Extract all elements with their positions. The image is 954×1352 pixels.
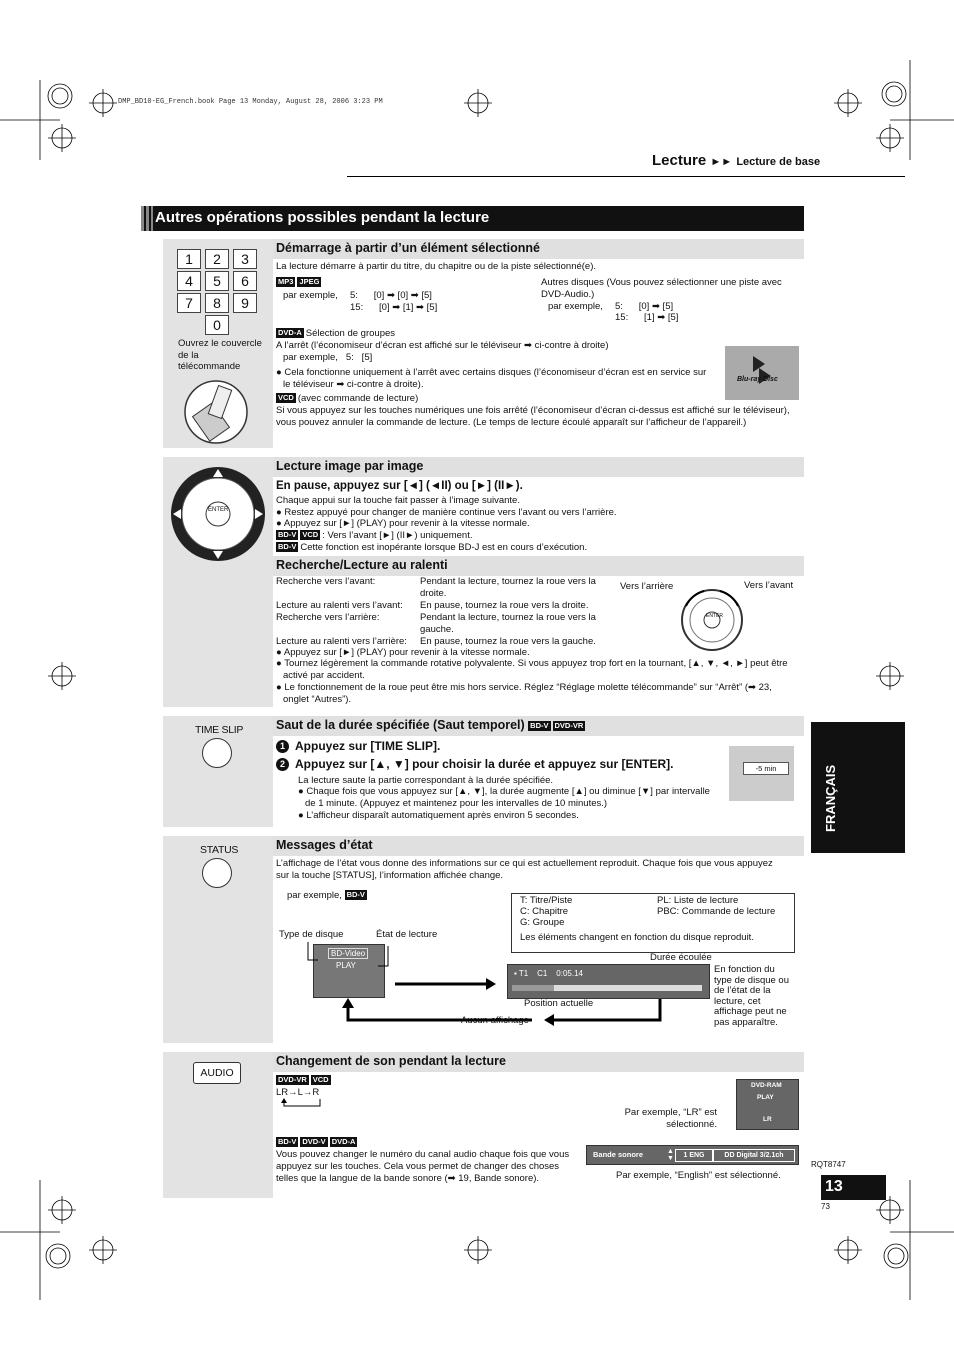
small-jog-enter: ENTER — [706, 613, 723, 619]
bar-c: C1 — [537, 969, 548, 978]
key-2: 2 — [205, 249, 229, 269]
ex2-label: par exemple, — [548, 301, 603, 312]
status-side-note: En fonction du type de disque ou de l’état de la lecture, cet affichage peut ne pas apparaître. — [714, 964, 790, 1028]
slow-b1: ● Appuyez sur [►] (PLAY) pour revenir à la vitesse normale. — [276, 647, 530, 658]
timeslip-b2: ● L’afficheur disparaît automatiquement après environ 5 secondes. — [298, 810, 579, 821]
key-4: 4 — [177, 271, 201, 291]
etat-label: État de lecture — [376, 929, 438, 940]
groups-ex: par exemple, 5: [5] — [283, 352, 373, 363]
slow-b2-text: Tournez légèrement la commande rotative polyvalente. Si vous appuyez trop fort en la tournant, [▲, ▼, ◄, ►] peut être activé par accident. — [283, 658, 788, 681]
key-5: 5 — [205, 271, 229, 291]
demarrage-intro: La lecture démarre à partir du titre, du chapitre ou de la piste sélectionné(e). — [276, 261, 597, 272]
demarrage-title: Démarrage à partir d’un élément sélectionné — [273, 239, 804, 259]
none-label: Aucun affichage — [461, 1015, 529, 1026]
timeslip-title: Saut de la durée spécifiée (Saut temporel) — [276, 718, 525, 732]
audio-cycle: LR→L→R — [276, 1087, 320, 1098]
legend-g: G: Groupe — [520, 917, 565, 928]
section-title: Autres opérations possibles pendant la lecture — [155, 209, 490, 226]
ex2-b: 15: [1] ➡ [5] — [615, 312, 679, 323]
screen1-disc: BD-Video — [328, 948, 368, 959]
timeslip-screen — [729, 746, 794, 801]
audio-screen — [736, 1079, 799, 1130]
bar-time: 0:05.14 — [556, 969, 583, 978]
key-8: 8 — [205, 293, 229, 313]
timeslip-left-panel — [163, 716, 273, 827]
jog-enter-label: ENTER — [208, 507, 229, 513]
slow-row-3-key: Recherche vers l’arrière: — [276, 612, 380, 623]
timeslip-button-label: TIME SLIP — [195, 724, 244, 736]
demarrage-left-panel — [163, 239, 273, 448]
slow-row-3 — [276, 612, 616, 636]
timeslip-step1-text: Appuyez sur [TIME SLIP]. — [295, 739, 441, 753]
tag-bdv-2: BD-V — [278, 542, 297, 552]
status-button-label: STATUS — [200, 844, 239, 856]
audio-left-panel — [163, 1052, 273, 1198]
timeslip-b1: ● Chaque fois que vous appuyez sur [▲, ▼], la durée augmente [▲] ou diminue [▼] par intervalle de 1 minute. (Appuyez et maintenez pour les intervalles de 10 minutes.) — [298, 786, 710, 809]
slow-row-1-val: Pendant la lecture, tournez la roue vers la droite. — [420, 576, 596, 599]
soundtrack-label: Bande sonore — [593, 1150, 644, 1159]
sub-page-number: 73 — [821, 1202, 830, 1211]
file-header: DMP_BD10-EG_French.book Page 13 Monday, August 28, 2006 3:23 PM — [118, 98, 383, 106]
vcd-text: Si vous appuyez sur les touches numériques une fois arrêté (l’économiseur d’écran ci-dessus est affiché sur le téléviseur), vous pouvez annuler la commande de lecture. (Le temps de lecture écoulé apparaît sur l’afficheur de l’appareil.) — [276, 405, 790, 428]
remote-cover-icon — [183, 379, 249, 445]
soundtrack-bar — [586, 1145, 799, 1165]
type-disc-label: Type de disque — [279, 929, 344, 940]
key-3: 3 — [233, 249, 257, 269]
groups-line — [276, 328, 395, 340]
timeslip-title-bar — [273, 716, 804, 736]
tag-bdv-3: BD-V — [530, 720, 549, 730]
slow-row-1 — [276, 576, 616, 600]
back-label: Vers l’arrière — [620, 581, 674, 592]
slow-row-2-key: Lecture au ralenti vers l’avant: — [276, 600, 403, 611]
status-text: L’affichage de l’état vous donne des informations sur ce qui est actuellement reproduit. Chaque fois que vous appuyez sur la touche [STATUS], l’information affichée change. — [276, 858, 773, 881]
step-2-marker: 2 — [276, 758, 289, 771]
soundtrack-digital: DD Digital 3/2.1ch — [713, 1149, 795, 1162]
tag-vcd-3: VCD — [312, 1075, 329, 1085]
page-header — [652, 152, 820, 169]
section-title-bar — [141, 206, 804, 231]
ex1-b: 15: [0] ➡ [1] ➡ [5] — [350, 302, 438, 313]
slow-b2: ● Tournez légèrement la commande rotative polyvalente. Si vous appuyez trop fort en la tournant, [▲, ▼, ◄, ►] peut être activé par accident. — [276, 658, 788, 681]
bar-t: T1 — [518, 969, 529, 978]
tag-bdv: BD-V — [278, 530, 297, 540]
audio-screen-lr: LR — [763, 1116, 772, 1123]
jog-dial-icon — [169, 465, 267, 563]
timeslip-step2-text: Appuyez sur [▲, ▼] pour choisir la durée et appuyez sur [ENTER]. — [295, 757, 674, 771]
tag-mp3: MP3 — [278, 277, 294, 287]
header-rule — [347, 176, 905, 177]
tag-dvda: DVD-A — [278, 328, 302, 338]
slow-rows — [276, 576, 616, 648]
frame-l3-text: : Vers l’avant [►] (II►) uniquement. — [322, 530, 473, 541]
soundtrack-arrows-icon: ▲ ▼ — [667, 1148, 674, 1162]
tag-jpeg: JPEG — [299, 277, 320, 287]
status-screen-2 — [507, 964, 710, 999]
legend-t: T: Titre/Piste — [520, 895, 573, 906]
header-arrows: ►► — [710, 156, 733, 168]
fwd-label: Vers l’avant — [744, 580, 794, 591]
bluray-logo-text: Blu-ray Disc — [737, 376, 778, 383]
timeslip-b2-text: L’afficheur disparaît automatiquement après environ 5 secondes. — [306, 810, 579, 821]
slow-title: Recherche/Lecture au ralenti — [273, 556, 804, 576]
other-discs: Autres disques (Vous pouvez sélectionner une piste avec DVD-Audio.) — [541, 277, 782, 300]
demarrage-tags1 — [276, 277, 323, 289]
tag-dvdv: DVD-V — [302, 1137, 326, 1147]
vcd-head: (avec commande de lecture) — [297, 393, 419, 404]
key-0: 0 — [205, 315, 229, 335]
timeslip-step2 — [276, 757, 673, 771]
groups-bullet: ● Cela fonctionne uniquement à l’arrêt avec certains disques (l’économiseur d’écran est en service sur le téléviseur ➡ ci-contre à droite). — [276, 367, 707, 390]
frame-title: Lecture image par image — [273, 457, 804, 477]
audio-ex-eng: Par exemple, “English” est sélectionné. — [616, 1170, 781, 1181]
key-9: 9 — [233, 293, 257, 313]
frame-l4-text: Cette fonction est inopérante lorsque BD-J est en cours d’exécution. — [300, 542, 588, 553]
timeslip-display: -5 min — [743, 762, 789, 775]
tag-dvda-2: DVD-A — [331, 1137, 356, 1147]
ex2-a: 5: [0] ➡ [5] — [615, 301, 674, 312]
status-ex-label: par exemple, — [287, 890, 342, 901]
status-example — [287, 890, 369, 902]
slow-b1-text: Appuyez sur [►] (PLAY) pour revenir à la vitesse normale. — [283, 647, 530, 658]
progress-fill — [512, 985, 554, 991]
slow-row-4-val: En pause, tournez la roue vers la gauche. — [420, 636, 596, 647]
audio-screen-play: PLAY — [757, 1094, 774, 1101]
tag-vcd-2: VCD — [302, 530, 319, 540]
frame-l3 — [276, 530, 472, 542]
header-subtitle: Lecture de base — [736, 156, 821, 168]
small-jog-dial-icon — [680, 588, 744, 652]
frame-b2: ● Appuyez sur [►] (PLAY) pour revenir à la vitesse normale. — [276, 518, 530, 529]
frame-b2-text: Appuyez sur [►] (PLAY) pour revenir à la vitesse normale. — [283, 518, 530, 529]
key-7: 7 — [177, 293, 201, 313]
slow-row-1-key: Recherche vers l’avant: — [276, 576, 376, 587]
tag-dvdvr: DVD-VR — [554, 720, 584, 730]
legend-pl: PL: Liste de lecture — [657, 895, 739, 906]
key-1: 1 — [177, 249, 201, 269]
status-title: Messages d’état — [273, 836, 804, 856]
language-tab — [811, 722, 905, 853]
tag-dvdvr-2: DVD-VR — [278, 1075, 307, 1085]
timeslip-step1 — [276, 739, 440, 753]
slow-row-2-val: En pause, tournez la roue vers la droite. — [420, 600, 589, 611]
slow-b3: ● Le fonctionnement de la roue peut être mis hors service. Réglez “Réglage molette télécommande” sur “Arrêt” (➡ 23, onglet “Autres”). — [276, 682, 772, 705]
slow-b3-text: Le fonctionnement de la roue peut être mis hors service. Réglez “Réglage molette télécommande” sur “Arrêt” (➡ 23, onglet “Autres”). — [283, 682, 772, 705]
soundtrack-eng: 1 ENG — [675, 1149, 713, 1162]
screen1-play: PLAY — [336, 961, 356, 970]
page-number-box — [821, 1175, 886, 1200]
timeslip-button — [202, 738, 232, 768]
key-6: 6 — [233, 271, 257, 291]
step-1-marker: 1 — [276, 740, 289, 753]
header-title: Lecture — [652, 152, 707, 169]
page-number: 13 — [825, 1178, 843, 1195]
remote-note: Ouvrez le couvercle de la télécommande — [178, 338, 262, 372]
frame-b1: ● Restez appuyé pour changer de manière continue vers l’avant ou vers l’arrière. — [276, 507, 617, 518]
slow-row-2 — [276, 600, 616, 612]
audio-ex-lr: Par exemple, “LR” est sélectionné. — [624, 1107, 717, 1130]
position-label: Position actuelle — [524, 998, 594, 1009]
audio-button: AUDIO — [193, 1062, 241, 1084]
status-button — [202, 858, 232, 888]
tag-vcd: VCD — [278, 393, 294, 403]
model-code: RQT8747 — [811, 1160, 846, 1169]
audio-tags1 — [276, 1075, 333, 1087]
ex1-label: par exemple, — [283, 290, 338, 301]
frame-b1-text: Restez appuyé pour changer de manière continue vers l’avant ou vers l’arrière. — [284, 507, 617, 518]
ex1-a: 5: [0] ➡ [0] ➡ [5] — [350, 290, 432, 301]
frame-instruction: En pause, appuyez sur [◄] (◄II) ou [►] (II►). — [276, 480, 523, 492]
progress-bar — [512, 985, 702, 991]
audio-text: Vous pouvez changer le numéro du canal audio chaque fois que vous appuyez sur les touches. Cela vous permet de changer des choses telles que la langue de la bande sonore (➡ 19, Bande sonore). — [276, 1149, 570, 1184]
bluray-screen — [725, 346, 799, 400]
slow-row-4-key: Lecture au ralenti vers l’arrière: — [276, 636, 407, 647]
status-left-panel — [163, 836, 273, 1043]
language-tab-label: FRANÇAIS — [823, 764, 838, 832]
legend-c: C: Chapitre — [520, 906, 569, 917]
vcd-line — [276, 393, 418, 405]
timeslip-b1-text: Chaque fois que vous appuyez sur [▲, ▼], la durée augmente [▲] ou diminue [▼] par intervalle de 1 minute. (Appuyez et maintenez pour les intervalles de 10 minutes.) — [305, 786, 710, 809]
audio-screen-disc: DVD-RAM — [751, 1082, 782, 1089]
audio-title: Changement de son pendant la lecture — [273, 1052, 804, 1072]
frame-line1: Chaque appui sur la touche fait passer à l’image suivante. — [276, 495, 520, 506]
legend-note: Les éléments changent en fonction du disque reproduit. — [520, 932, 754, 943]
bluray-logo-icon — [725, 346, 799, 400]
frame-left-panel — [163, 457, 273, 707]
duree-label: Durée écoulée — [650, 952, 712, 963]
cycle-return-arrow — [280, 1097, 324, 1109]
bar-readout: ▪ T1 C1 0:05.14 — [514, 969, 583, 978]
section-stripes — [141, 206, 153, 231]
slow-row-3-val: Pendant la lecture, tournez la roue vers la gauche. — [420, 612, 596, 635]
tag-bdv-4: BD-V — [346, 890, 365, 900]
groups-bullet-text: Cela fonctionne uniquement à l’arrêt avec certains disques (l’économiseur d’écran est en service sur le téléviseur ➡ ci-contre à droite). — [283, 367, 707, 390]
groups-head: Sélection de groupes — [305, 328, 396, 339]
timeslip-note: La lecture saute la partie correspondant à la durée spécifiée. — [298, 775, 554, 786]
frame-l4 — [276, 542, 587, 554]
audio-tags2 — [276, 1137, 359, 1149]
tag-bdv-5: BD-V — [278, 1137, 297, 1147]
groups-text: A l’arrêt (l’économiseur d’écran est affiché sur le téléviseur ➡ ci-contre à droite) — [276, 340, 609, 351]
legend-pbc: PBC: Commande de lecture — [657, 906, 776, 917]
